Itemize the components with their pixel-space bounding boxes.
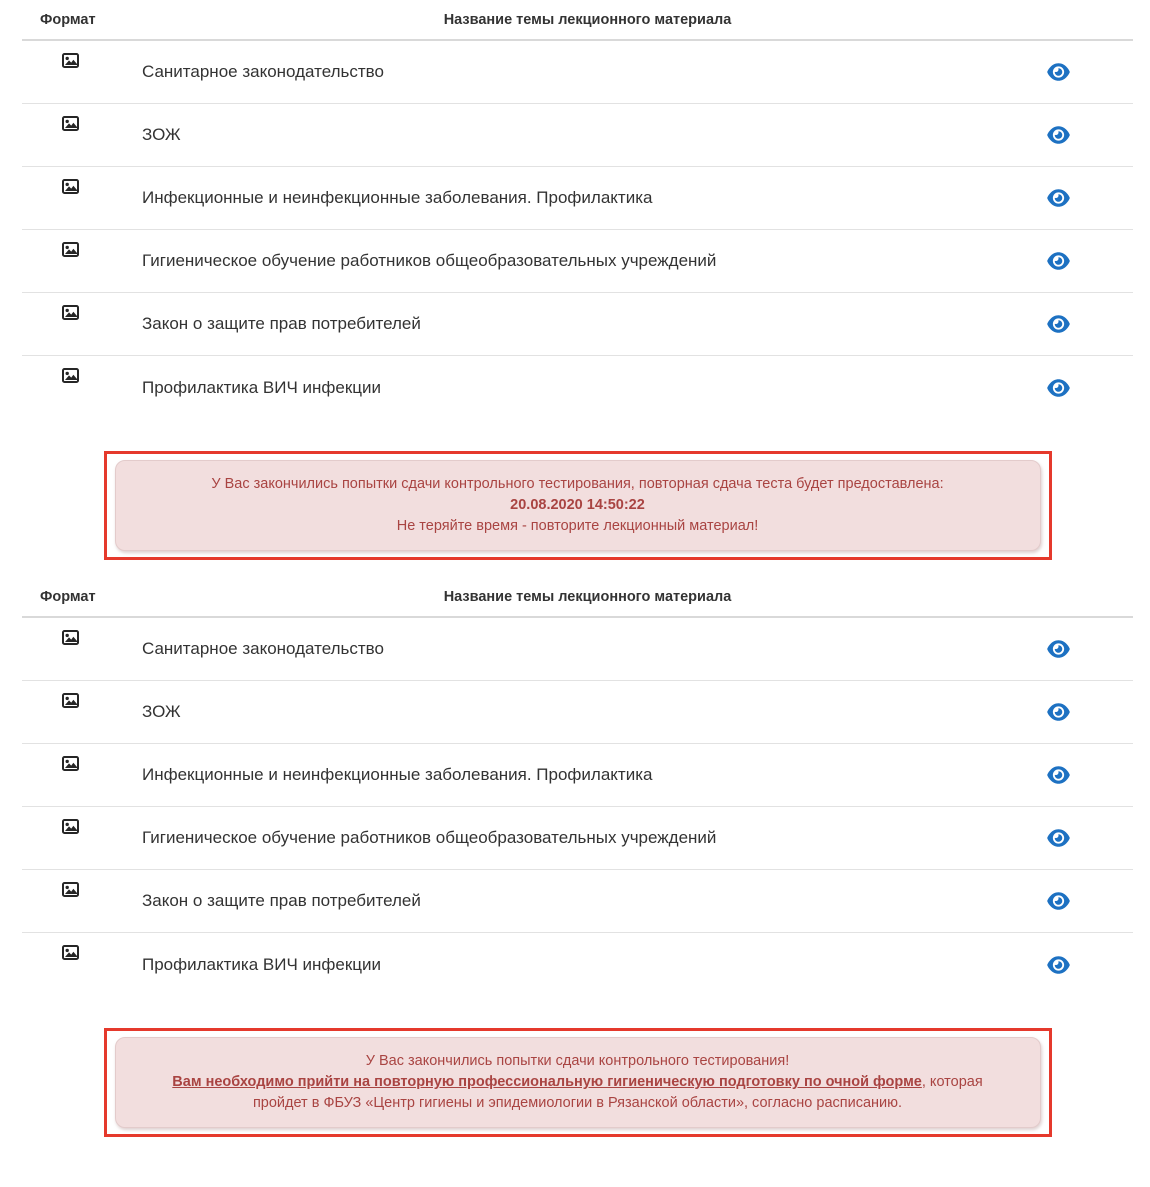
alert-line: Не теряйте время - повторите лекционный материал! (396, 518, 759, 534)
view-topic-button[interactable] (1047, 62, 1070, 82)
eye-icon (1047, 639, 1070, 659)
topic-title: ЗОЖ (142, 125, 181, 144)
table-row (22, 104, 1133, 167)
in-person-training-alert (115, 1037, 1041, 1128)
topic-title: Санитарное законодательство (142, 639, 384, 658)
table-row (22, 870, 1133, 933)
topic-title: Санитарное законодательство (142, 62, 384, 81)
image-icon (22, 933, 142, 960)
view-topic-button[interactable] (1047, 765, 1070, 785)
column-header-title: Название темы лекционного материала (443, 588, 732, 605)
view-topic-button[interactable] (1047, 378, 1070, 398)
table-header (22, 577, 1133, 618)
alert-line: Вам необходимо прийти на повторную профессиональную гигиеническую подготовку по очной форме, которая (172, 1074, 983, 1090)
attempts-exhausted-alert (115, 460, 1041, 551)
column-header-format: Формат (40, 11, 96, 28)
topic-title: Профилактика ВИЧ инфекции (142, 377, 381, 397)
eye-icon (1047, 62, 1070, 82)
alert-line: У Вас закончились попытки сдачи контрольного тестирования, повторная сдача теста будет предоставлена: (211, 476, 944, 492)
view-topic-button[interactable] (1047, 702, 1070, 722)
table-row (22, 230, 1133, 293)
view-topic-button[interactable] (1047, 891, 1070, 911)
topic-title: Закон о защите прав потребителей (142, 314, 421, 333)
table-row (22, 356, 1133, 419)
view-topic-button[interactable] (1047, 188, 1070, 208)
topic-title: Закон о защите прав потребителей (142, 891, 421, 910)
in-person-requirement-text: Вам необходимо прийти на повторную профессиональную гигиеническую подготовку по очной форме (172, 1074, 922, 1090)
eye-icon (1047, 125, 1070, 145)
table-header (22, 0, 1133, 41)
red-highlight-box (104, 1028, 1052, 1137)
image-icon (22, 870, 142, 897)
eye-icon (1047, 378, 1070, 398)
image-icon (22, 681, 142, 708)
topic-title: ЗОЖ (142, 702, 181, 721)
eye-icon (1047, 891, 1070, 911)
eye-icon (1047, 702, 1070, 722)
eye-icon (1047, 314, 1070, 334)
lecture-table-1 (22, 0, 1133, 419)
eye-icon (1047, 765, 1070, 785)
image-icon (22, 356, 142, 383)
retry-datetime: 20.08.2020 14:50:22 (510, 497, 645, 513)
image-icon (22, 167, 142, 194)
table-row (22, 167, 1133, 230)
image-icon (22, 230, 142, 257)
topic-title: Инфекционные и неинфекционные заболевания. Профилактика (142, 188, 653, 207)
table-row (22, 618, 1133, 681)
view-topic-button[interactable] (1047, 251, 1070, 271)
table-row (22, 744, 1133, 807)
topic-title: Профилактика ВИЧ инфекции (142, 954, 381, 974)
column-header-format: Формат (40, 588, 96, 605)
table-row (22, 41, 1133, 104)
lecture-table-2 (22, 577, 1133, 996)
table-row (22, 293, 1133, 356)
eye-icon (1047, 188, 1070, 208)
table-row (22, 933, 1133, 996)
red-highlight-box (104, 451, 1052, 560)
image-icon (22, 41, 142, 68)
topic-title: Инфекционные и неинфекционные заболевания. Профилактика (142, 765, 653, 784)
table-row (22, 681, 1133, 744)
eye-icon (1047, 828, 1070, 848)
topic-title: Гигиеническое обучение работников общеобразовательных учреждений (142, 251, 717, 270)
view-topic-button[interactable] (1047, 125, 1070, 145)
table-row (22, 807, 1133, 870)
eye-icon (1047, 251, 1070, 271)
eye-icon (1047, 955, 1070, 975)
view-topic-button[interactable] (1047, 314, 1070, 334)
alert-line: У Вас закончились попытки сдачи контрольного тестирования! (365, 1053, 790, 1069)
image-icon (22, 104, 142, 131)
view-topic-button[interactable] (1047, 955, 1070, 975)
image-icon (22, 293, 142, 320)
view-topic-button[interactable] (1047, 828, 1070, 848)
image-icon (22, 618, 142, 645)
image-icon (22, 807, 142, 834)
topic-title: Гигиеническое обучение работников общеобразовательных учреждений (142, 828, 717, 847)
image-icon (22, 744, 142, 771)
alert-line: пройдет в ФБУЗ «Центр гигиены и эпидемиологии в Рязанской области», согласно расписанию. (252, 1095, 903, 1111)
column-header-title: Название темы лекционного материала (443, 11, 732, 28)
view-topic-button[interactable] (1047, 639, 1070, 659)
